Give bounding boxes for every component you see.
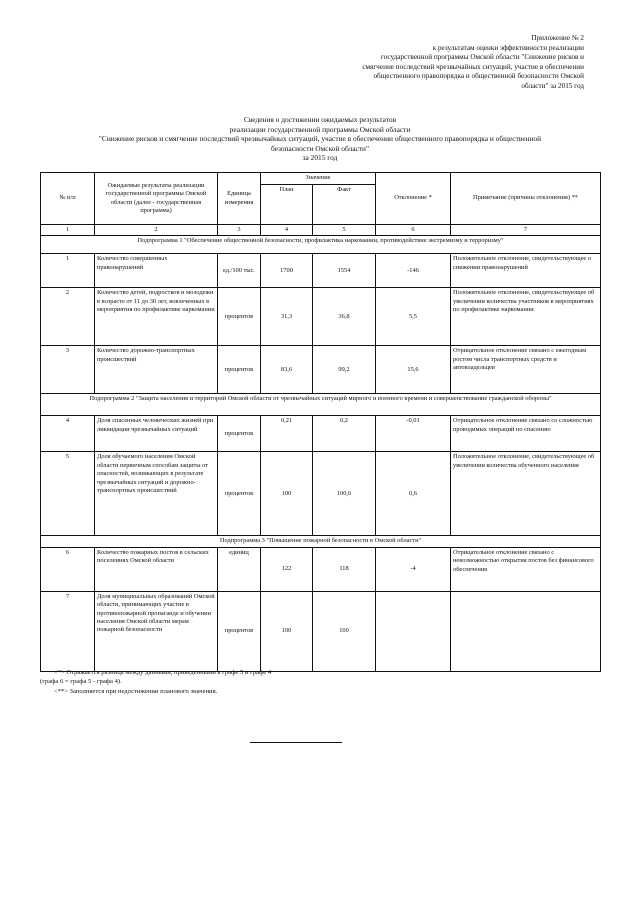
appendix-line: смягчение последствий чрезвычайных ситуаций, участие в обеспечении: [362, 62, 584, 71]
row-deviation: -146: [376, 254, 451, 288]
row-num: 7: [41, 591, 95, 671]
row-plan: 100: [261, 591, 313, 671]
row-plan: 100: [261, 452, 313, 536]
column-numbers-row: [41, 225, 601, 236]
header-note: Примечание (причины отклонения) **: [451, 173, 601, 225]
column-number: 7: [451, 225, 601, 236]
title-line: Сведения о достижении ожидаемых результатов: [243, 115, 397, 124]
row-note: Отрицательное отклонение связано с ежегодным ростом числа транспортных средств и автовладельцев: [451, 346, 601, 394]
row-fact: 100,6: [313, 452, 376, 536]
title-line: "Снижение рисков и смягчение последствий чрезвычайных ситуаций, участие в обеспечении общественного правопорядка и общественной: [98, 134, 542, 144]
header-num: № п/п: [41, 173, 95, 225]
row-num: 1: [41, 254, 95, 288]
row-unit: процентов: [218, 346, 261, 394]
row-result: Доля обучаемого населения Омской области первичным способам защиты от опасностей, возникающих в результате чрезвычайных ситуаций и дорожно-транспортных происшествий: [95, 452, 218, 536]
row-num: 5: [41, 452, 95, 536]
row-plan: 83,6: [261, 346, 313, 394]
appendix-line: общественного правопорядка и общественной безопасности Омской: [373, 72, 584, 81]
row-note: Положительное отклонение, свидетельствующее о снижении правонарушений: [451, 254, 601, 288]
appendix-header: [284, 34, 584, 92]
appendix-line: к результатам оценки эффективности реализации: [432, 43, 584, 52]
row-result: Количество детей, подростков и молодежи в возрасте от 11 до 30 лет, вовлеченных в мероприятия по профилактике наркомании: [95, 288, 218, 346]
row-note: [451, 591, 601, 671]
subprogram-row: [41, 536, 601, 547]
header-plan: План: [261, 185, 313, 225]
row-unit: процентов: [218, 591, 261, 671]
row-unit: единиц: [218, 547, 261, 591]
row-note: Отрицательное отклонение связано с невозможностью открытия постов без финансового обеспечения: [451, 547, 601, 591]
row-note: Положительное отклонение, свидетельствующее об увеличении количества участников в мероприятиях по профилактике наркомании: [451, 288, 601, 346]
footnotes: [40, 668, 580, 696]
row-deviation: 15,6: [376, 346, 451, 394]
header-result: Ожидаемые результаты реализации государственной программы Омской области (далее - государственная программа): [95, 173, 218, 225]
document-title: [40, 115, 600, 163]
row-num: 6: [41, 547, 95, 591]
title-line: за 2015 год: [302, 153, 338, 163]
title-line: реализации государственной программы Омской области: [229, 124, 411, 134]
table-row: [41, 346, 601, 394]
header-fact: Факт: [313, 185, 376, 225]
row-fact: 100: [313, 591, 376, 671]
subprogram-row: [41, 394, 601, 416]
table-row: [41, 452, 601, 536]
title-line: безопасности Омской области": [271, 143, 369, 153]
row-fact: 1554: [313, 254, 376, 288]
row-result: Доля муниципальных образований Омской области, принимающих участие в противопожарной пропаганде и обучении населения Омской области мерам пожарной безопасности: [95, 591, 218, 671]
row-result: Количество дорожно-транспортных происшествий: [95, 346, 218, 394]
results-table: [40, 172, 601, 672]
row-plan: 0,21: [261, 416, 313, 452]
table-row: [41, 591, 601, 671]
subprogram-title: Подпрограмма 1 "Обеспечение общественной безопасности, профилактика наркомании, противодействие экстремизму и терроризму": [41, 236, 601, 254]
appendix-line: государственной программы Омской области "Снижение рисков и: [380, 53, 584, 62]
row-unit: ед./100 тыс.: [218, 254, 261, 288]
signature-line: [250, 742, 342, 743]
table-row: [41, 416, 601, 452]
row-num: 3: [41, 346, 95, 394]
header-value: Значение: [261, 173, 376, 185]
column-number: 5: [313, 225, 376, 236]
row-num: 2: [41, 288, 95, 346]
table-row: [41, 547, 601, 591]
row-note: Положительное отклонение, свидетельствующее об увеличении количества обученного населения: [451, 452, 601, 536]
column-number: 2: [95, 225, 218, 236]
row-deviation: 0,6: [376, 452, 451, 536]
row-unit: процентов: [218, 288, 261, 346]
row-deviation: -4: [376, 547, 451, 591]
appendix-line: области" за 2015 год: [521, 81, 584, 90]
row-result: Количество пожарных постов в сельских поселениях Омской области: [95, 547, 218, 591]
row-unit: процентов: [218, 416, 261, 452]
column-number: 4: [261, 225, 313, 236]
header-unit: Единица измерения: [218, 173, 261, 225]
row-plan: 31,3: [261, 288, 313, 346]
appendix-line: Приложение № 2: [531, 34, 584, 42]
table-row: [41, 288, 601, 346]
subprogram-row: [41, 236, 601, 254]
column-number: 1: [41, 225, 95, 236]
subprogram-title: Подпрограмма 3 "Повышение пожарной безопасности в Омской области": [41, 536, 601, 547]
row-unit: процентов: [218, 452, 261, 536]
column-number: 6: [376, 225, 451, 236]
footnote: <**> Заполняется при недостижении планового значения.: [54, 687, 218, 695]
footnote: <*> Отражается разница между данными, приведенными в графе 5 и графе 4: [54, 669, 272, 676]
row-plan: 1700: [261, 254, 313, 288]
row-num: 4: [41, 416, 95, 452]
row-fact: 118: [313, 547, 376, 591]
row-plan: 122: [261, 547, 313, 591]
row-deviation: -0,01: [376, 416, 451, 452]
table-row: [41, 254, 601, 288]
header-deviation: Отклонение *: [376, 173, 451, 225]
row-deviation: [376, 591, 451, 671]
row-fact: 36,8: [313, 288, 376, 346]
subprogram-title: Подпрограмма 2 "Защита населения и территорий Омской области от чрезвычайных ситуаций мирного и военного времени и совершенствование гражданской обороны": [41, 394, 601, 416]
row-result: Доля спасенных человеческих жизней при ликвидации чрезвычайных ситуаций: [95, 416, 218, 452]
row-note: Отрицательное отклонение связано со сложностью проводимых операций по спасению: [451, 416, 601, 452]
row-deviation: 5,5: [376, 288, 451, 346]
row-result: Количество совершенных правонарушений: [95, 254, 218, 288]
footnote: (графа 6 = графа 5 - графа 4).: [40, 678, 122, 686]
row-fact: 0,2: [313, 416, 376, 452]
row-fact: 99,2: [313, 346, 376, 394]
column-number: 3: [218, 225, 261, 236]
